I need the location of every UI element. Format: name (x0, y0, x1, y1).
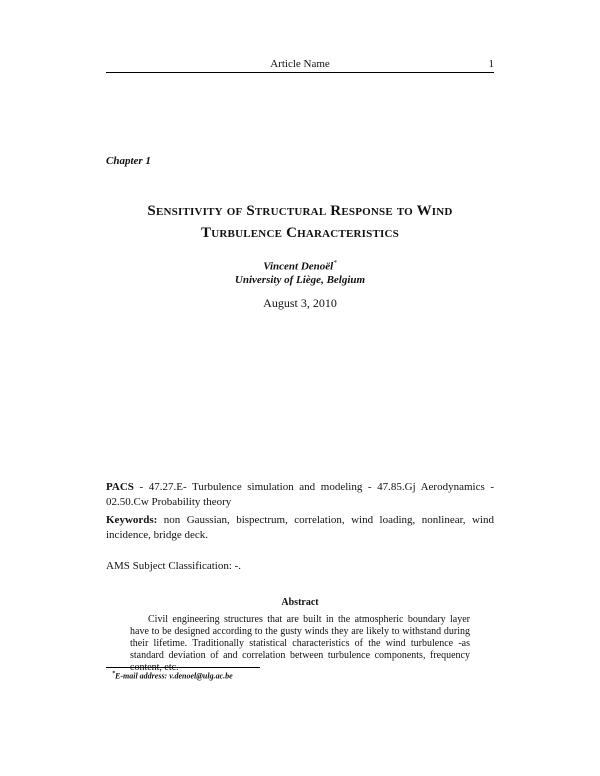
footnote-text: E-mail address: v.denoel@ulg.ac.be (115, 671, 233, 681)
paper-date: August 3, 2010 (263, 296, 337, 310)
author-affiliation: University of Liège, Belgium (234, 274, 366, 286)
author-name-text: Vincent Denoël (263, 260, 334, 273)
author-footnote-marker: * (333, 259, 337, 267)
author-name (0, 259, 600, 273)
page-number: 1 (488, 58, 494, 70)
keywords-paragraph (106, 513, 494, 543)
keywords-text: non Gaussian, bispectrum, correlation, wind loading, nonlinear, wind incidence, bridge deck. (106, 514, 494, 541)
abstract-heading: Abstract (281, 597, 319, 608)
abstract-text: Civil engineering structures that are built in the atmospheric boundary layer have to be designed according to the gusty winds they are likely to withstand during their lifetime. Traditionally statistical characteristics of the wind turbulence -as standard deviation of and correlation between turbulence components, frequency content, etc. (130, 614, 470, 673)
pacs-paragraph (106, 480, 494, 510)
pacs-text: - 47.27.E- Turbulence simulation and modeling - 47.85.Gj Aerodynamics - 02.50.Cw Probability theory (106, 481, 494, 508)
keywords-label: Keywords: (106, 514, 158, 526)
pacs-label: PACS (106, 481, 134, 493)
paper-title-line-2: Turbulence Characteristics (201, 225, 399, 241)
paper-title-line-1: Sensitivity of Structural Response to Wind (147, 203, 453, 219)
footnote-marker: * (112, 671, 115, 677)
ams-classification: AMS Subject Classification: -. (106, 560, 242, 572)
chapter-label: Chapter 1 (106, 155, 151, 167)
footnote-email (112, 671, 233, 681)
running-header-title: Article Name (270, 58, 330, 70)
footnote-rule (106, 667, 260, 668)
header-rule (106, 72, 494, 73)
